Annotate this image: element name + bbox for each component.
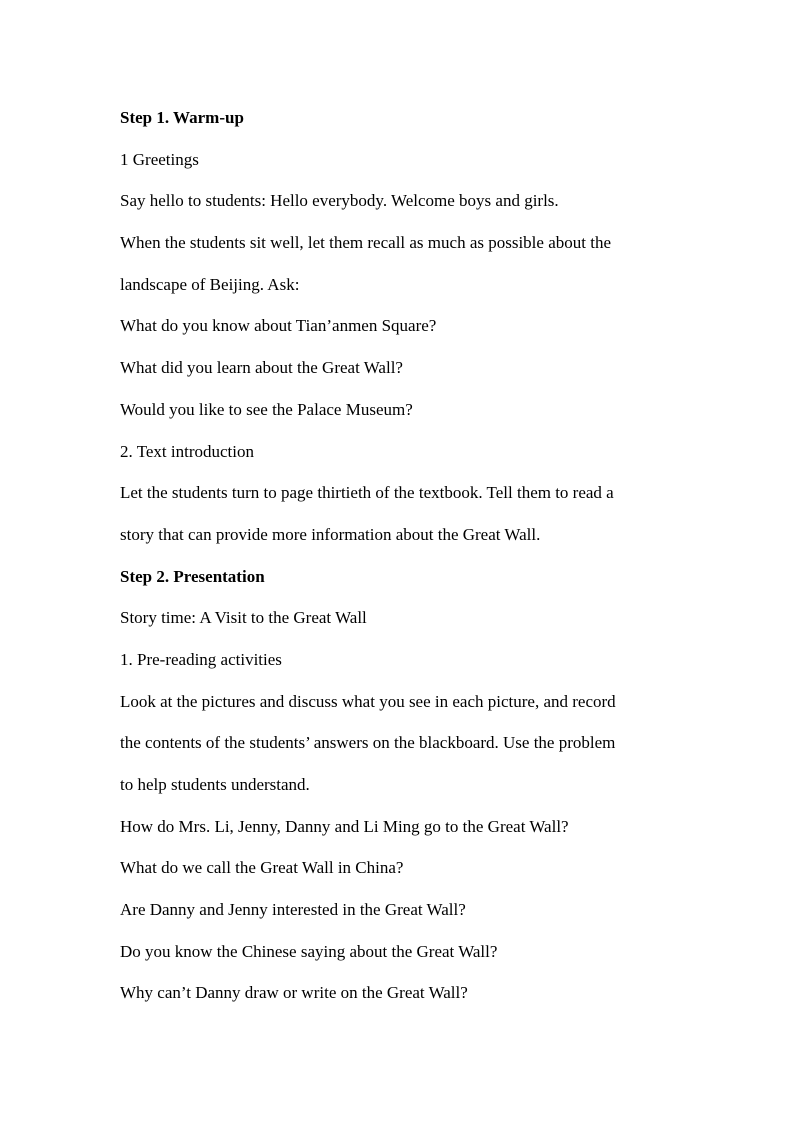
question-line: What did you learn about the Great Wall?	[120, 358, 403, 378]
paragraph-line: Look at the pictures and discuss what you see in each picture, and record	[120, 691, 616, 711]
story-title-line: Story time: A Visit to the Great Wall	[120, 608, 367, 628]
question-line: What do we call the Great Wall in China?	[120, 858, 404, 878]
paragraph-line: to help students understand.	[120, 775, 310, 794]
paragraph-line: the contents of the students’ answers on the blackboard. Use the problem	[120, 733, 616, 753]
question-line: What do you know about Tian’anmen Square?	[120, 316, 437, 336]
paragraph-line: landscape of Beijing. Ask:	[120, 274, 300, 294]
document-body	[120, 97, 680, 1014]
subheading-greetings: 1 Greetings	[120, 149, 199, 169]
heading-step-2: Step 2. Presentation	[120, 566, 265, 586]
subheading-pre-reading: 1. Pre-reading activities	[120, 649, 282, 669]
paragraph-line: story that can provide more information about the Great Wall.	[120, 524, 541, 544]
question-line: Would you like to see the Palace Museum?	[120, 399, 413, 419]
paragraph-line: When the students sit well, let them recall as much as possible about the	[120, 233, 611, 253]
question-line: Do you know the Chinese saying about the Great Wall?	[120, 941, 498, 961]
paragraph-line: Let the students turn to page thirtieth of the textbook. Tell them to read a	[120, 483, 614, 503]
heading-step-1: Step 1. Warm-up	[120, 108, 244, 127]
paragraph-line: Say hello to students: Hello everybody. Welcome boys and girls.	[120, 191, 559, 211]
question-line: How do Mrs. Li, Jenny, Danny and Li Ming go to the Great Wall?	[120, 816, 569, 836]
subheading-text-introduction: 2. Text introduction	[120, 441, 255, 461]
question-line: Why can’t Danny draw or write on the Great Wall?	[120, 983, 468, 1003]
question-line: Are Danny and Jenny interested in the Great Wall?	[120, 900, 466, 920]
